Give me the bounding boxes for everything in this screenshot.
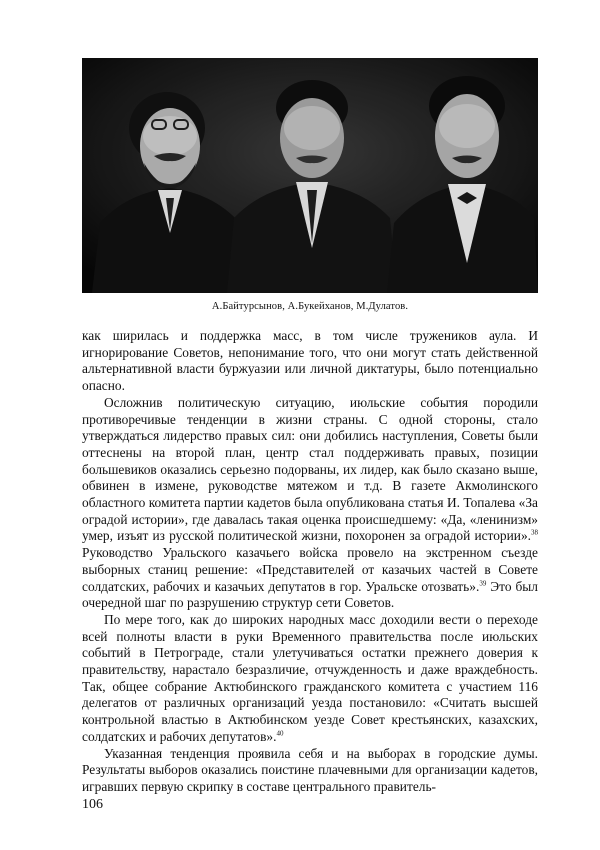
paragraph-text: Руководство Уральского казачьего войска провело на экстренном съезде выборных станиц решение: «Представителей от казачьих частей в Совете солдатских, рабочих и казачьих депутатов в гор. Уральске отозвать». xyxy=(82,545,538,594)
paragraph-text: Указанная тенденция проявила себя и на выборах в городские думы. Результаты выборов оказались поистине плачевными для организации кадетов, игравших первую скрипку в составе центрального правитель- xyxy=(82,745,538,794)
paragraph-text: По мере того, как до широких народных масс доходили вести о переходе всей полноты власти в руки Временного правительства после июльских событий в Петрограде, стали улетучиваться остатки прежнего доверия к правительству, нарастало безразличие, отчужденность и даже враждебность. Так, общее собрание Актюбинского гражданского комитета с участием 116 делегатов от различных организаций уезда постановило: «Считать высшей контрольной властью в Актюбинском уезде Совет крестьянских, казахских, солдатских и рабочих депутатов». xyxy=(82,611,538,744)
figure-caption: А.Байтурсынов, А.Букейханов, М.Дулатов. xyxy=(211,301,409,312)
paragraph xyxy=(82,395,538,612)
paragraph xyxy=(82,328,538,395)
historical-group-photo xyxy=(82,58,538,293)
footnote-reference: 38 xyxy=(531,528,538,537)
paragraph xyxy=(82,746,538,796)
footnote-reference: 39 xyxy=(479,579,487,588)
page-number: 106 xyxy=(82,797,103,812)
body-text xyxy=(82,328,538,796)
footnote-reference: 40 xyxy=(276,729,284,738)
paragraph-text: Осложнив политическую ситуацию, июльские события породили противоречивые тенденции в жизни страны. С одной стороны, стало утверждаться лидерство правых сил: они добились наступления, Советы были оттеснены на второй план, центр стал поддерживать правых, позиции большевиков оказались серьезно подорваны, их лидер, как было сказано выше, обвинен в измене, руководстве мятежом и т.д. В газете Акмолинского областного комитета партии кадетов была опубликована статья И. Топалева «За оградой истории», где давалась такая оценка происшедшему: «Да, «ленинизм» умер, изъят из русской политической жизни, похоронен за оградой истории». xyxy=(82,394,538,544)
paragraph xyxy=(82,612,538,746)
paragraph-text: как ширилась и поддержка масс, в том числе тружеников аула. И игнорирование Советов, непонимание того, что они могут стать действенной альтернативной власти буржуазии или личной диктатуры, было потенциально опасно. xyxy=(82,328,538,394)
paragraph-text: Это был очередной шаг по разрушению структур сети Советов. xyxy=(82,578,538,611)
